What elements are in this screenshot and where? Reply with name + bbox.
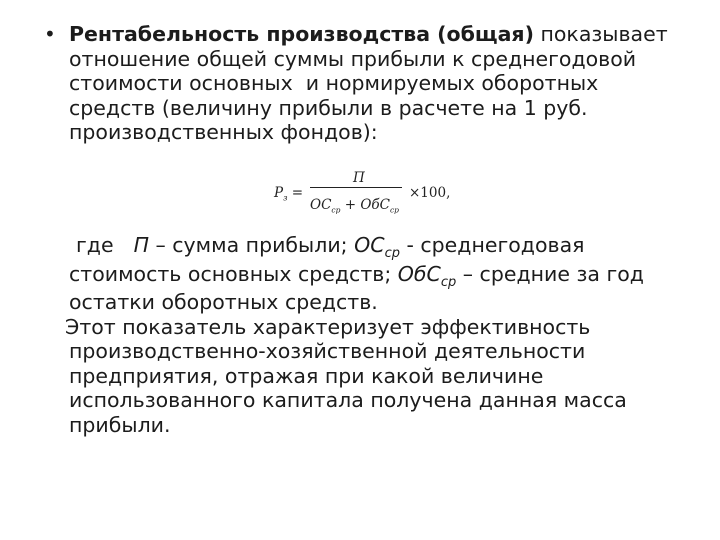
explanation-line-6: предприятия, отражая при какой величине — [69, 363, 544, 388]
where-word: где — [76, 233, 114, 257]
explanation-line-8: прибыли. — [69, 412, 171, 437]
term-heading: Рентабельность производства (общая) — [69, 22, 534, 46]
formula-denominator: $ОС_{ср} + ОбС_{ср}$ — [310, 197, 399, 215]
bullet-point: • — [44, 22, 56, 46]
symbol-os: ОС — [354, 233, 385, 257]
definition-line-2: отношение общей суммы прибыли к среднегодовой — [69, 46, 637, 71]
symbol-p: П — [133, 233, 149, 257]
formula-lhs: $P_з$ = — [274, 185, 304, 203]
fraction-bar — [310, 187, 402, 188]
explanation-line-5: производственно-хозяйственной деятельности — [69, 339, 586, 363]
symbol-obs: ОбС — [397, 261, 441, 286]
explanation-line-7: использованного капитала получена данная масса — [69, 388, 627, 412]
explanation-line-4: Этот показатель характеризует эффективность — [65, 314, 591, 339]
definition-line-5: производственных фондов): — [69, 120, 378, 144]
definition-line-4: средств (величину прибыли в расчете на 1 руб. — [69, 95, 588, 120]
term-continuation: показывает — [533, 22, 668, 46]
definition-line-1 — [69, 22, 709, 47]
definition-line-3: стоимости основных и нормируемых оборотных — [69, 71, 599, 95]
definition-paragraph — [69, 22, 709, 145]
explanation-paragraph — [65, 233, 709, 437]
explanation-line-3: остатки оборотных средств. — [69, 290, 378, 314]
formula-multiplier: ×100, — [409, 185, 451, 201]
explanation-line-1: где П – сумма прибыли; $ОС_{ср}$ - среднегодовая — [76, 233, 585, 261]
profitability-formula — [274, 166, 464, 220]
explanation-line-2: стоимость основных средств; ОбС$_{ср}$ – средние за год — [69, 261, 644, 290]
formula-numerator: П — [353, 170, 365, 186]
